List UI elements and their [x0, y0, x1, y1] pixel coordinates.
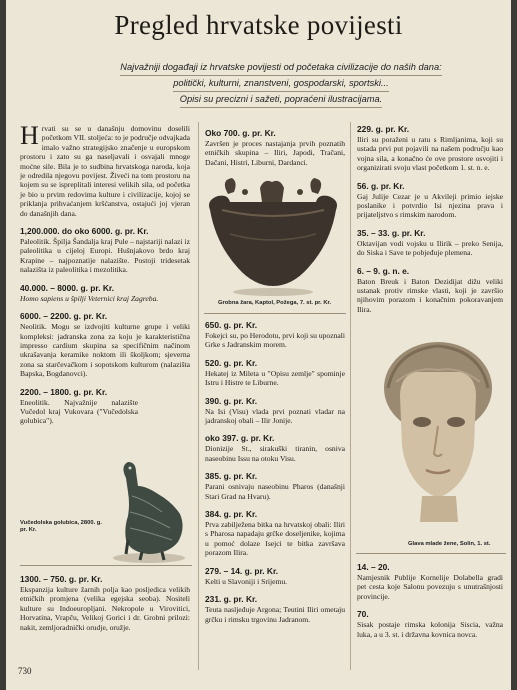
timeline-entry: [205, 566, 345, 586]
entry-text: Gaj Julije Cezar je u Akvileji primio iejske poslanike i potvrdio Isi njezina prava i prijateljstvo s rimskim narodom.: [357, 191, 503, 220]
timeline-entry: [357, 228, 503, 258]
column-middle-entries: [205, 320, 345, 632]
page-number: 730: [18, 666, 32, 676]
timeline-entry: [205, 396, 345, 426]
entry-date: 40.000. – 8000. g. pr. Kr.: [20, 282, 115, 293]
timeline-entry: [205, 471, 345, 501]
entry-date: 231. g. pr. Kr.: [205, 594, 258, 605]
intro-paragraph: [20, 121, 190, 218]
head-caption: Glava mlade žene, Solin, 1. st.: [408, 541, 491, 547]
timeline-entry: [20, 283, 190, 303]
entry-date: 1300. – 750. g. pr. Kr.: [20, 574, 103, 584]
column-right-bottom: [357, 562, 503, 647]
entry-text: Eneolitik. Najvažnije nalazište Vučedol kraj Vukovara ("Vučedolska golubica").: [20, 397, 138, 426]
entry-date: 6000. – 2200. g. pr. Kr.: [20, 311, 108, 322]
urn-caption: Grobna žara, Kaptol, Požega, 7. st. pr. Kr.: [218, 300, 332, 306]
timeline-entry: [205, 128, 345, 167]
timeline-entry: [205, 433, 345, 463]
entry-date: 385. g. pr. Kr.: [205, 471, 258, 482]
entry-text: Završen je proces nastajanja prvih poznatih etničkih skupina – Iliri, Japodi, Tračani, Dačani, Histri, Liburni, Dardanci.: [205, 139, 345, 167]
entry-date: 6. – 9. g. n. e.: [357, 265, 410, 276]
column-right: [357, 124, 503, 322]
section-rule: [204, 313, 346, 314]
page-title: Pregled hrvatske povijesti: [114, 10, 403, 40]
section-rule: [20, 565, 192, 566]
entry-text: Prva zabilježena bitka na hrvatskoj obali: Iliri s Pharosa napadaju grčke doseljenike, kojima u pomoć dolaze Isejci te bitka završava porazom Ilira.: [205, 520, 345, 558]
timeline-entry: [20, 311, 190, 378]
column-middle: [205, 128, 345, 175]
entry-date: oko 397. g. pr. Kr.: [205, 433, 275, 444]
entry-text: Ekspanzija kulture žarnih polja kao posljedica velikih etničkih promjena (velika egejska seoba). Nositeli kulture su Indoeuropljani. Nekropole u Virovitici, Horvatina, Vrapču, Velikoj Gorici i dr. Grobni prilozi: nakit, zemljoradnički orudje, oružje.: [20, 585, 190, 632]
intro-text: [116, 60, 446, 108]
entry-text: Fokejci su, po Herodotu, prvi koji su upoznali Grke s Jadranskim morem.: [205, 331, 345, 350]
timeline-entry: [205, 320, 345, 350]
entry-text: Dionizije St., sirakuški tiranin, osniva naseobinu Issu na otoku Visu.: [205, 444, 345, 463]
entry-date: 279. – 14. g. pr. Kr.: [205, 565, 279, 576]
entry-text: Teuta nasljeđuje Argona; Teutini Iliri ometaju grčku i rimsku trgovinu Jadranom.: [205, 605, 345, 624]
timeline-entry: [205, 594, 345, 624]
timeline-entry: [357, 124, 503, 173]
entry-date: Oko 700. g. pr. Kr.: [205, 128, 276, 138]
drop-cap: H: [20, 121, 39, 150]
entry-text: Homo sapiens u špilji Veternici kraj Zagreba.: [20, 293, 159, 303]
column-divider: [198, 122, 199, 670]
entry-text: Namjesnik Publije Kornelije Dolabella gradi pet cesta koje Salonu povezuju s unutrašnjosti provincije.: [357, 573, 503, 601]
entry-date: 14. – 20.: [357, 562, 390, 572]
vucedol-dove-image: [106, 456, 192, 564]
entry-text: Na Isi (Visu) vlada prvi poznati vladar na jadranskoj obali – Ilir Jonije.: [205, 406, 345, 426]
timeline-entry: [357, 609, 503, 639]
entry-text: Paleolitik. Špilja Šandalja kraj Pule – najstariji nalazi iz paleolitika u cijeloj Europi. Hušnjakovo brdo kraj Krapine – najpoznatije nalazište. Postoji tridesetak nalazišta iz paleolitika i mezolitika.: [20, 237, 190, 275]
entry-text: Hekatej iz Mileta u "Opisu zemlje" spominje Istru i Histre te Liburne.: [205, 368, 345, 388]
entry-date: 384. g. pr. Kr.: [205, 509, 258, 520]
burial-urn-image: [200, 174, 346, 298]
timeline-entry: [357, 266, 503, 315]
timeline-entry: [20, 574, 190, 632]
timeline-entry: [205, 358, 345, 388]
entry-text: Sisak postaje rimska kolonija Siscia, važna luka, a u 3. st. i državna kovnica novca.: [357, 620, 503, 639]
entry-date: 1,200.000. do oko 6000. g. pr. Kr.: [20, 226, 149, 237]
column-left: [20, 121, 190, 434]
entry-text: Neolitik. Mogu se izdvojiti kulturne grupe i veliki kompleksi: jadranska zona za koju je karakteristična impresso cardium skupina sa specifičnim načinom ukrašavanja keramike noktom ili školjkom; sjeverna zona sa starčevačkom i sopotskom kulturom (nalazišta Bapska, Bogdanovci).: [20, 322, 190, 379]
woman-head-sculpture-image: [376, 336, 498, 526]
timeline-entry: [205, 509, 345, 558]
timeline-entry: [20, 387, 138, 426]
timeline-entry: [20, 226, 190, 275]
entry-date: 650. g. pr. Kr.: [205, 320, 258, 330]
entry-date: 2200. – 1800. g. pr. Kr.: [20, 386, 108, 397]
timeline-entry: [357, 562, 503, 601]
intro-line-3: Opisi su precizni i sažeti, popraćeni ilustracijama.: [180, 92, 383, 108]
entry-text: Baton Breuk i Baton Dezidijat dižu veliki ustanak protiv rimske vlasti, koji je završio njihovim porazom i konačnim pokoravanjem Ilira.: [357, 276, 503, 314]
entry-text: Parani osnivaju naseobinu Pharos (današnji Stari Grad na Hvaru).: [205, 482, 345, 501]
column-left-bottom: [20, 574, 190, 640]
entry-date: 70.: [357, 609, 369, 620]
timeline-entry: [357, 181, 503, 220]
entry-text: Oktavijan vodi vojsku u Ilirik – preko Senija, do Siska i Save te pobjeđuje plemena.: [357, 238, 503, 258]
entry-date: 35. – 33. g. pr. Kr.: [357, 227, 426, 238]
entry-date: 229. g. pr. Kr.: [357, 124, 410, 134]
book-page: [6, 0, 511, 690]
intro-line-2: politički, kulturni, znanstveni, gospodarski, sportski...: [173, 76, 388, 92]
entry-text: Iliri su poraženi u ratu s Rimljanima, koji su ustada prvi put pojavili na našem području kao vojna sila, a konačno će ove prostore osvojiti i organizirati svoju vlast početkom 1. st. n. e.: [357, 135, 503, 173]
section-rule: [356, 553, 506, 554]
entry-text: Kelti u Slavoniji i Srijemu.: [205, 576, 288, 586]
column-divider: [350, 122, 351, 670]
entry-date: 520. g. pr. Kr.: [205, 357, 258, 368]
dove-caption: Vučedolska golubica, 2800. g. pr. Kr.: [20, 520, 102, 533]
entry-date: 390. g. pr. Kr.: [205, 395, 258, 406]
entry-date: 56. g. pr. Kr.: [357, 180, 405, 191]
intro-paragraph-text: rvati su se u današnju domovinu doselili početkom VII. stoljeća: to je područje odvajkada imalo važno strategijsko značenje u europskom prostoru i zato su ga naseljavali i osvajali mnoge moćne sile. Bila je to sudbina hrvatskoga naroda, koja je odredila njegovu povijest. Živeći na tom prostoru na kojem su se ispreplitali interesi velikih sila, od početka je bio u prvim redovima kulture i civilizacije, kojoj se priklanja prihvaćanjem kršćanstva, ostajući joj vjeran do današnjih dana.: [20, 124, 190, 218]
intro-line-1: Najvažniji događaji iz hrvatske povijesti od početaka civilizacije do naših dana:: [120, 60, 441, 76]
